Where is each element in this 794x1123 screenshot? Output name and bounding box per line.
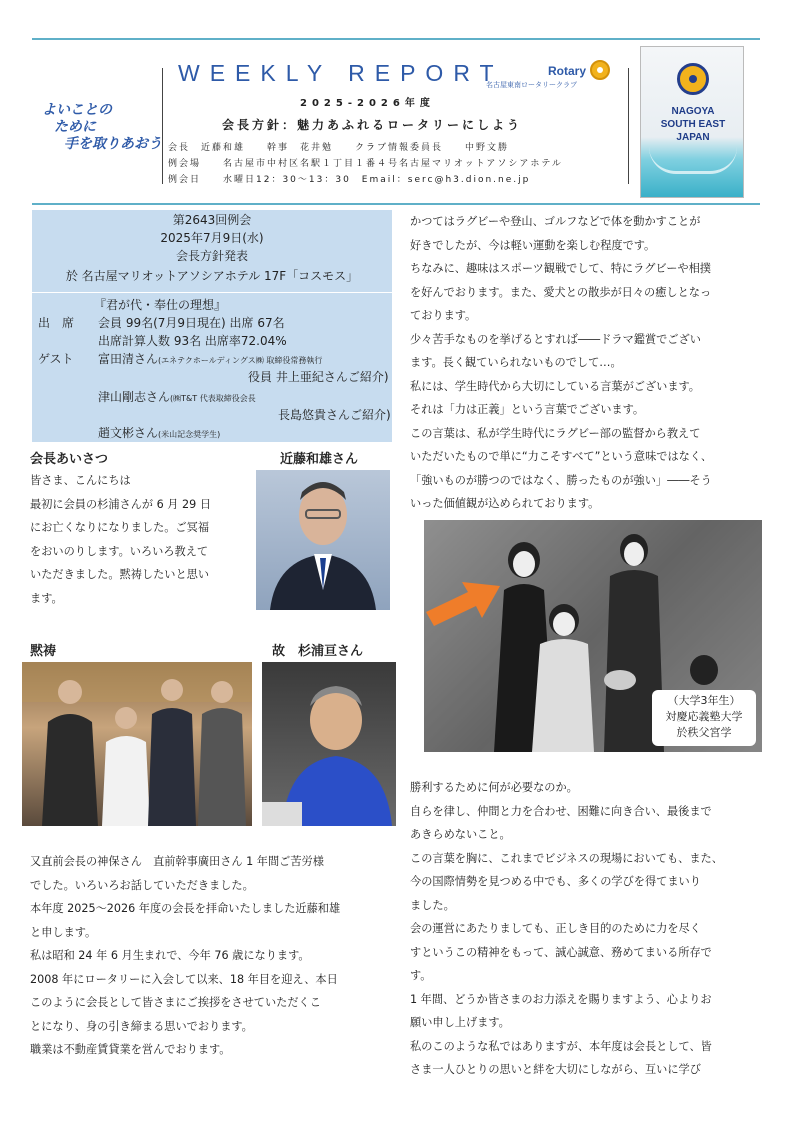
guest-3: 趙文彬さん(米山記念奨学生) [98, 426, 221, 440]
attendance-line-1: 会員 99名(7月9日現在) 出席 67名 [98, 316, 285, 330]
meeting-date: 2025年7月9日(水) [160, 231, 264, 245]
greeting-text: 皆さま、こんにちは 最初に会員の杉浦さんが 6 月 29 日 にお亡くなりになりました。ご冥福 をおいのりします。いろいろ教えて いただきました。黙祷したいと思い ます。 [30, 474, 212, 605]
club-banner [640, 46, 744, 198]
late-member-photo [262, 662, 396, 826]
meeting-event: 会長方針発表 [175, 249, 248, 263]
president-portrait [256, 470, 390, 610]
newsletter-title: WEEKLY REPORT [178, 60, 504, 86]
guest-1-detail: 役員 井上亜紀さんご紹介) [248, 370, 389, 384]
header-bottom-rule [32, 203, 760, 205]
rotary-wordmark: Rotary [548, 64, 587, 78]
late-member-caption: 故 杉浦亘さん [272, 644, 364, 659]
orange-arrow-icon [424, 574, 504, 634]
guest-2-detail: 長島悠貴さんご紹介) [278, 408, 391, 422]
officers-line: 会長 近藤和雄 幹事 花井勉 クラブ情報委員長 中野文勝 [168, 143, 510, 153]
right-column-text-bottom: 勝利するために何が必要なのか。 自らを律し、仲間と力を合わせ、困難に向き合い、最後まで あきらめないこと。 この言葉を胸に、これまでビジネスの現場においても、また、 今の国際情勢を見つめる中でも、多くの学びを得てまいり ました。 会の運営にあたりましても、正しき目的のために力を尽く すというこの精神をもって、誠心誠意、務めてまいる所存で す。 1 年間、どうか皆さまのお力添えを賜りますよう、心よりお 願い申し上げます。 私のこのような私ではありますが、本年度は会長として、皆 さま一人ひとりの思いと絆を大切にしながら、互いに学び [410, 781, 723, 1076]
song: 『君が代・奉仕の理想』 [94, 298, 227, 312]
banner-text: NAGOYA SOUTH EAST JAPAN [660, 106, 726, 143]
meeting-number: 第2643回例会 [172, 213, 252, 227]
president-policy: 会長方針：魅力あふれるロータリーにしよう [222, 118, 523, 132]
rugby-photo-caption: （大学3年生） 対慶応義塾大学 於秩父宮学 [652, 690, 756, 746]
schedule-line: 例会日 水曜日12：30～13：30 Email：serc@h3.dion.ne.jp [168, 175, 531, 185]
guest-2: 津山剛志さん(㈱T&T 代表取締役会長 [98, 390, 256, 404]
fiscal-year: 2025-2026年度 [300, 98, 435, 109]
club-name: 名古屋東南ロータリークラブ [486, 81, 577, 89]
portrait-caption: 近藤和雄さん [280, 452, 359, 467]
group-photo [22, 662, 252, 826]
left-column-text: 又直前会長の神保さん 直前幹事廣田さん 1 年間ご苦労様 でした。いろいろお話していただきました。 本年度 2025～2026 年度の会長を拝命いたしました近藤和雄 と申します。 私は昭和 24 年 6 月生まれで、今年 76 歳になります。 2008 年にロータリーに入会して以来、18 年目を迎え、本日 このように会長として皆さまにご挨拶をさせていただくこ とになり、身の引き締まる思いでおります。 職業は不動産賃貸業を営んでおります。 [30, 855, 341, 1056]
meeting-info-box [32, 210, 392, 442]
club-slogan: よいことの ために 手を取りあおう [42, 102, 162, 152]
rotary-emblem-icon [677, 63, 709, 95]
meeting-place: 於 名古屋マリオットアソシアホテル 17F「コスモス」 [65, 269, 359, 283]
banner-wave [649, 147, 737, 174]
guest-label: ゲスト [38, 352, 74, 366]
greeting-heading: 会長あいさつ [30, 452, 109, 467]
attendance-label: 出 席 [38, 316, 75, 330]
guest-1: 富田清さん(エネテクホールディングス㈱ 取締役常務執行 [98, 352, 323, 366]
venue-line: 例会場 名古屋市中村区名駅１丁目１番４号名古屋マリオットアソシアホテル [168, 159, 563, 169]
rotary-wheel-icon [590, 60, 610, 80]
moment-of-silence-heading: 黙祷 [30, 644, 57, 659]
box-separator [32, 292, 392, 293]
right-column-text-top: かつてはラグビーや登山、ゴルフなどで体を動かすことが 好きでしたが、今は軽い運動を楽しむ程度です。 ちなみに、趣味はスポーツ観戦でして、特にラグビーや相撲 を好んでおります。また、愛犬との散歩が日々の癒しとなっ ております。 少々苦手なものを挙げるとすれば――ドラマ鑑賞でござい ます。長く観ていられないものでして…。 私には、学生時代から大切にしている言葉がございます。 それは「力は正義」という言葉でございます。 この言葉は、私が学生時代にラグビー部の監督から教えて いただいたもので単に“力こそすべて”という意味ではなく、 「強いものが勝つのではなく、勝ったものが強い」――そう いった価値観が込められております。 [410, 215, 713, 510]
top-rule [32, 38, 760, 40]
attendance-line-2: 出席計算人数 93名 出席率72.04% [98, 334, 287, 348]
header-divider-right [628, 68, 629, 184]
header-divider-left [162, 68, 163, 184]
